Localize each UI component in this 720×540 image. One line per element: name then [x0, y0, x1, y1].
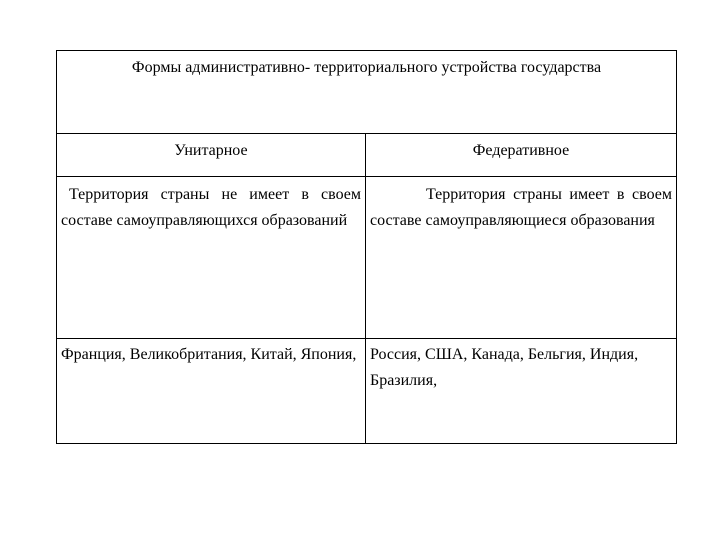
federal-examples: Россия, США, Канада, Бельгия, Индия, Бразилия,: [370, 346, 639, 389]
federal-header: Федеративное: [366, 134, 677, 177]
unitary-examples: Франция, Великобритания, Китай, Япония,: [61, 346, 357, 363]
federal-examples-cell: [366, 339, 677, 444]
title-row: [57, 51, 677, 134]
unitary-definition: Территория страны не имеет в своем составе самоуправляющихся образований: [57, 177, 366, 339]
unitary-examples-cell: [57, 339, 366, 444]
examples-row: [57, 339, 677, 444]
type-row: [57, 134, 677, 177]
state-forms-table: [56, 50, 677, 444]
definition-row: [57, 177, 677, 339]
federal-definition: Территория страны имеет в своем составе самоуправляющиеся образования: [366, 177, 677, 339]
table-title: Формы административно- территориального устройства государства: [57, 51, 677, 134]
unitary-header: Унитарное: [57, 134, 366, 177]
